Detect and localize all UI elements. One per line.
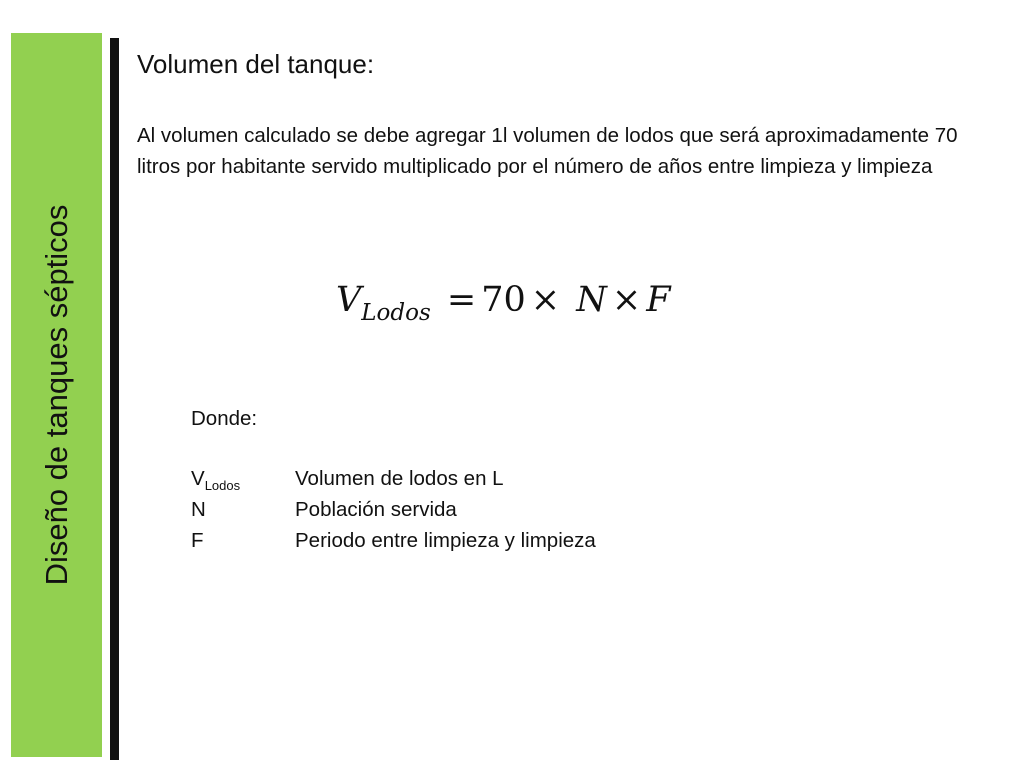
formula-lhs-subscript: Lodos — [361, 300, 431, 326]
legend-row-vlodos — [191, 467, 596, 498]
legend-description: Población servida — [295, 498, 457, 521]
legend-row-n — [191, 498, 596, 529]
section-title: Diseño de tanques sépticos — [39, 204, 74, 586]
legend-description: Periodo entre limpieza y limpieza — [295, 529, 596, 552]
legend-symbol: N — [191, 498, 206, 521]
formula-times-2: × — [611, 280, 642, 320]
where-label: Donde: — [191, 407, 258, 430]
formula-lhs-var: V — [336, 280, 362, 320]
legend-symbol-subscript: Lodos — [204, 478, 241, 494]
formula-var-n: N — [576, 280, 607, 320]
slide-heading: Volumen del tanque: — [137, 49, 375, 79]
formula-constant: 70 — [481, 280, 526, 320]
legend-symbol-main: V — [191, 467, 205, 490]
formula-times-1: × — [530, 280, 561, 320]
variable-legend — [191, 467, 596, 560]
body-paragraph: Al volumen calculado se debe agregar 1l volumen de lodos que será aproximadamente 70 litros por habitante servido multiplicado por el número de años entre limpieza y limpieza — [137, 124, 958, 178]
formula-equals: = — [446, 280, 477, 320]
sludge-volume-formula — [336, 280, 671, 326]
legend-symbol — [191, 467, 295, 493]
legend-symbol: F — [191, 529, 204, 552]
divider-bar — [110, 38, 119, 760]
legend-description: Volumen de lodos en L — [295, 467, 504, 490]
formula-var-f: F — [646, 280, 671, 320]
legend-row-f — [191, 529, 596, 560]
